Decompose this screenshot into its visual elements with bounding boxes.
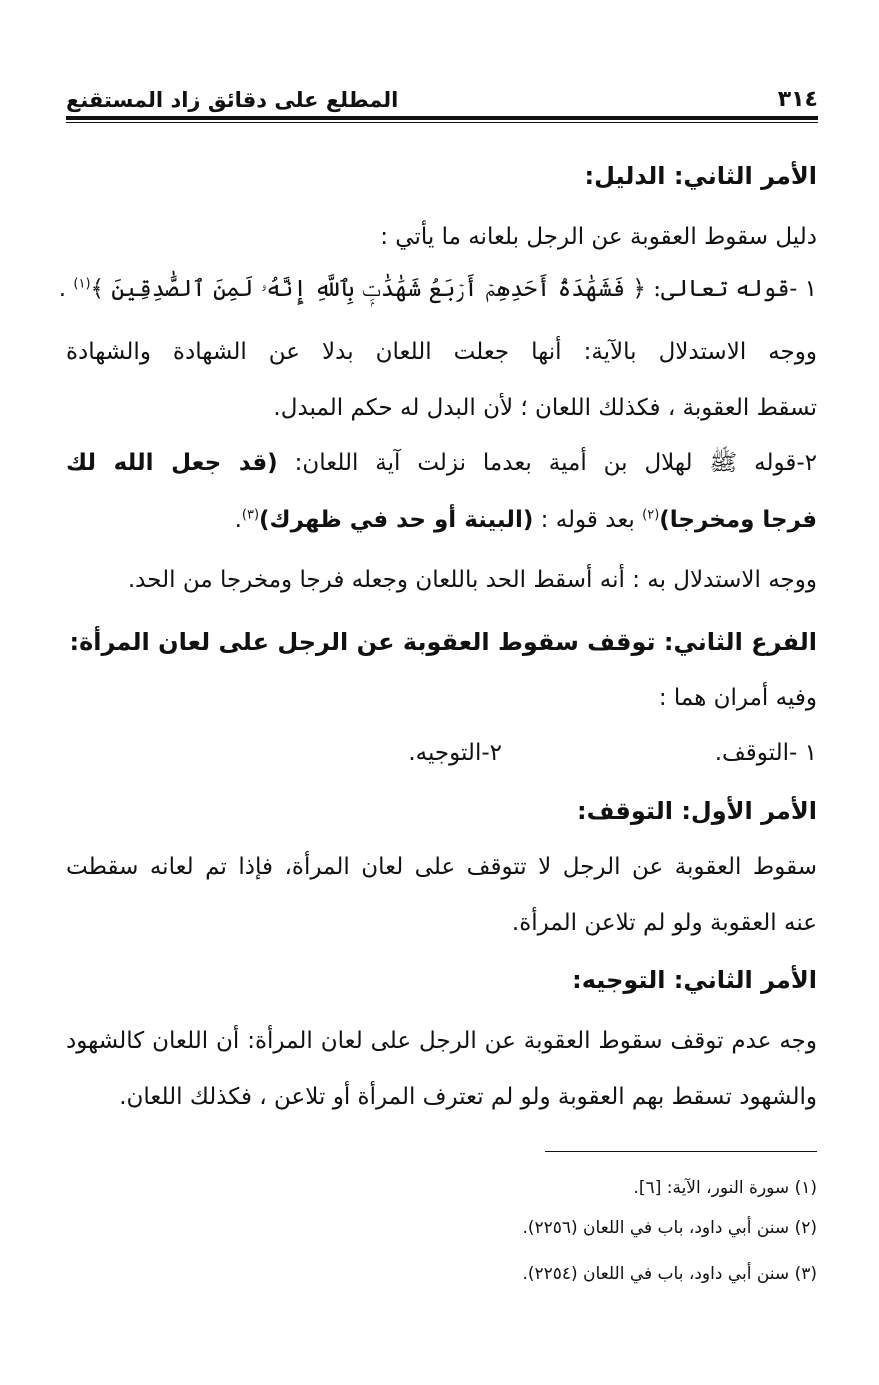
reasoning-line2: والشهود تسقط بهم العقوبة ولو لم تعترف المرأة أو تلاعن ، فكذلك اللعان.	[119, 1084, 817, 1110]
footnote-2: (٢) سنن أبي داود، باب في اللعان (٢٢٥٦).	[522, 1218, 817, 1238]
header-rule-thick	[66, 116, 818, 120]
evidence-item-2-line2	[66, 505, 817, 536]
list-item-reasoning: ٢-التوجيه.	[408, 740, 502, 766]
stop-line1: سقوط العقوبة عن الرجل لا تتوقف على لعان المرأة، فإذا تم لعانه سقطت	[66, 854, 817, 880]
two-matters-intro: وفيه أمران هما :	[658, 685, 817, 711]
page-number: ٣١٤	[777, 87, 818, 112]
reason2: ووجه الاستدلال به : أنه أسقط الحد باللعان وجعله فرجا ومخرجا من الحد.	[127, 567, 817, 593]
stop-line2: عنه العقوبة ولو لم تلاعن المرأة.	[511, 910, 817, 936]
item2-after: بعد قوله :	[533, 507, 643, 533]
footnote-ref-2: (٢)	[642, 507, 660, 523]
heading-first-matter: الأمر الأول: التوقف:	[576, 797, 817, 825]
matters-list	[66, 740, 817, 772]
reason1-line2: تسقط العقوبة ، فكذلك اللعان ؛ لأن البدل له حكم المبدل.	[273, 395, 817, 421]
footnote-3: (٣) سنن أبي داود، باب في اللعان (٢٢٥٤).	[522, 1264, 817, 1284]
evidence-intro: دليل سقوط العقوبة عن الرجل بلعانه ما يأتي :	[380, 224, 817, 250]
evidence-item-1	[58, 274, 817, 305]
footnote-ref-3: (٣)	[241, 507, 260, 523]
quran-verse: ١ -قوله تعالى: ﴿ فَشَهَٰدَةُ أَحَدِهِمۡ أَرۡبَعُ شَهَٰدَٰتِۭ بِٱللَّهِ إِنَّهُۥ لَمِنَ ٱلصَّٰدِقِينَ ﴾	[90, 276, 817, 302]
hadith-quote-part2: فرجا ومخرجا)	[659, 507, 817, 533]
hadith-quote-part1: (قد جعل الله لك	[66, 450, 278, 476]
evidence-item-2-line1	[66, 448, 817, 479]
heading-branch-two: الفرع الثاني: توقف سقوط العقوبة عن الرجل على لعان المرأة:	[69, 628, 817, 656]
hadith-quote-evidence: (البينة أو حد في ظهرك)	[259, 507, 534, 533]
item2-plain: ٢-قوله ﷺ لهلال بن أمية بعدما نزلت آية اللعان:	[277, 450, 817, 476]
header-rule-thin	[66, 122, 818, 123]
reasoning-line1: وجه عدم توقف سقوط العقوبة عن الرجل على لعان المرأة: أن اللعان كالشهود	[66, 1028, 817, 1054]
list-item-stop: ١ -التوقف.	[714, 740, 817, 766]
footnote-ref-1: (١)	[73, 276, 91, 292]
item1-end: .	[58, 276, 74, 302]
footnote-separator	[545, 1151, 817, 1152]
heading-second-matter-reasoning: الأمر الثاني: التوجيه:	[572, 966, 817, 994]
running-title: المطلع على دقائق زاد المستقنع	[66, 88, 399, 112]
footnote-1: (١) سورة النور، الآية: [٦].	[633, 1178, 817, 1198]
heading-second-matter-evidence: الأمر الثاني: الدليل:	[584, 162, 817, 190]
reason1-line1: ووجه الاستدلال بالآية: أنها جعلت اللعان بدلا عن الشهادة والشهادة	[66, 339, 817, 365]
item2-end: .	[234, 507, 242, 533]
page-header	[66, 82, 818, 112]
